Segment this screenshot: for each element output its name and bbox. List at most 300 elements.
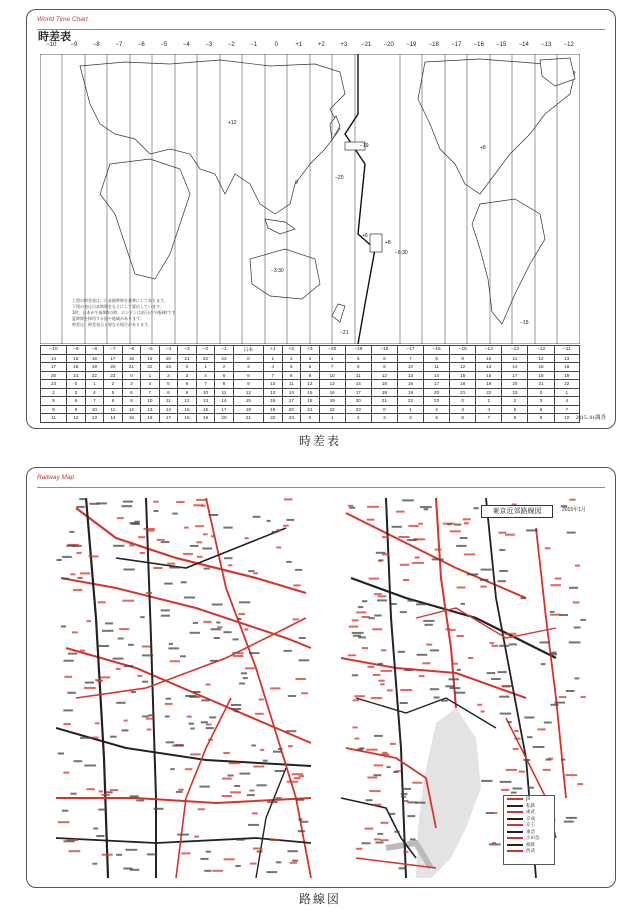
table-cell: 13 bbox=[319, 380, 345, 389]
station-label-mark bbox=[232, 652, 239, 654]
station-label-mark bbox=[559, 696, 566, 698]
table-cell: 9 bbox=[122, 397, 141, 406]
station-label-mark bbox=[500, 713, 511, 715]
table-cell: 23 bbox=[424, 397, 450, 406]
table-cell: 13 bbox=[196, 397, 215, 406]
station-label-mark bbox=[474, 507, 479, 509]
station-label-mark bbox=[142, 654, 153, 656]
station-label-mark bbox=[506, 769, 517, 771]
table-cell: 6 bbox=[122, 388, 141, 397]
station-label-mark bbox=[550, 611, 555, 613]
table-cell: 15 bbox=[178, 405, 197, 414]
station-label-mark bbox=[237, 618, 241, 620]
station-label-mark bbox=[528, 787, 535, 789]
tz-label: −1 bbox=[250, 42, 258, 48]
station-label-mark bbox=[76, 506, 84, 508]
station-label-mark bbox=[403, 800, 408, 802]
station-label-mark bbox=[301, 821, 308, 823]
station-label-mark bbox=[69, 850, 81, 852]
table-cell: 7 bbox=[319, 363, 345, 372]
station-label-mark bbox=[499, 570, 508, 572]
station-label-mark bbox=[222, 778, 232, 780]
station-label-mark bbox=[293, 584, 300, 586]
table-cell: 17 bbox=[345, 388, 371, 397]
station-label-mark bbox=[573, 602, 580, 604]
station-label-mark bbox=[353, 699, 359, 701]
legend-line-swatch bbox=[507, 837, 523, 839]
map-offset-label: −15 bbox=[520, 320, 529, 326]
table-cell: 23 bbox=[502, 388, 528, 397]
caption-railway-map: 路線図 bbox=[298, 892, 341, 906]
table-cell: 9 bbox=[528, 414, 554, 423]
station-label-mark bbox=[147, 729, 152, 731]
station-label-mark bbox=[480, 579, 489, 581]
station-label-mark bbox=[400, 689, 412, 691]
station-label-mark bbox=[123, 569, 134, 571]
table-cell: 3 bbox=[67, 388, 86, 397]
panel-header-world: World Time Chart bbox=[37, 16, 88, 23]
legend-line-swatch bbox=[507, 831, 523, 833]
tz-label: −4 bbox=[182, 42, 190, 48]
station-label-mark bbox=[146, 718, 154, 720]
station-label-mark bbox=[170, 768, 175, 770]
table-cell: 8 bbox=[502, 414, 528, 423]
table-cell: 12 bbox=[450, 363, 476, 372]
table-cell: 11 bbox=[424, 363, 450, 372]
table-cell: 20 bbox=[159, 354, 178, 363]
station-label-mark bbox=[142, 715, 149, 717]
station-label-mark bbox=[286, 730, 296, 732]
station-label-mark bbox=[92, 737, 98, 739]
station-label-mark bbox=[449, 678, 460, 680]
table-cell: +1 bbox=[264, 346, 283, 355]
station-label-mark bbox=[575, 565, 580, 567]
table-cell: 12 bbox=[122, 405, 141, 414]
station-label-mark bbox=[372, 628, 382, 630]
station-label-mark bbox=[381, 670, 392, 672]
table-cell: 4 bbox=[85, 388, 104, 397]
table-cell: 22 bbox=[85, 371, 104, 380]
station-label-mark bbox=[389, 813, 395, 815]
station-label-mark bbox=[550, 704, 558, 706]
station-label-mark bbox=[390, 743, 396, 745]
table-cell: 21 bbox=[528, 380, 554, 389]
map-offset-label: −3:30 bbox=[271, 268, 284, 274]
station-label-mark bbox=[247, 794, 255, 796]
station-label-mark bbox=[569, 641, 581, 643]
station-label-mark bbox=[253, 516, 261, 518]
station-label-mark bbox=[252, 812, 258, 814]
station-label-mark bbox=[380, 683, 384, 685]
table-cell: −14 bbox=[476, 346, 502, 355]
legend-label: 西武 bbox=[526, 849, 535, 855]
table-cell: −19 bbox=[345, 346, 371, 355]
station-label-mark bbox=[72, 631, 78, 633]
station-label-mark bbox=[233, 655, 244, 657]
station-label-mark bbox=[223, 752, 230, 754]
tz-label: −13 bbox=[541, 42, 552, 48]
station-label-mark bbox=[89, 555, 99, 557]
table-cell: 16 bbox=[85, 354, 104, 363]
station-label-mark bbox=[248, 570, 254, 572]
station-label-mark bbox=[185, 695, 197, 697]
map-offset-label: +12 bbox=[228, 120, 237, 126]
station-label-mark bbox=[401, 793, 408, 795]
table-cell: 19 bbox=[85, 363, 104, 372]
station-label-mark bbox=[122, 600, 134, 602]
table-cell: −9 bbox=[67, 346, 86, 355]
station-label-mark bbox=[245, 667, 255, 669]
station-label-mark bbox=[380, 754, 390, 756]
table-cell: 9 bbox=[450, 354, 476, 363]
table-cell: 13 bbox=[397, 371, 423, 380]
station-label-mark bbox=[374, 735, 383, 737]
table-cell: 15 bbox=[122, 414, 141, 423]
station-label-mark bbox=[122, 729, 129, 731]
station-label-mark bbox=[394, 831, 399, 833]
station-label-mark bbox=[137, 675, 142, 677]
station-label-mark bbox=[99, 790, 104, 792]
station-label-mark bbox=[93, 828, 98, 830]
table-cell: 12 bbox=[233, 388, 263, 397]
station-label-mark bbox=[401, 796, 406, 798]
station-label-mark bbox=[414, 538, 425, 540]
station-label-mark bbox=[255, 713, 264, 715]
station-label-mark bbox=[128, 644, 134, 646]
table-cell: 8 bbox=[345, 363, 371, 372]
station-label-mark bbox=[204, 568, 210, 570]
station-label-mark bbox=[417, 654, 428, 656]
station-label-mark bbox=[454, 692, 465, 694]
station-label-mark bbox=[382, 536, 389, 538]
table-cell: 17 bbox=[215, 405, 234, 414]
station-label-mark bbox=[540, 641, 550, 643]
station-label-mark bbox=[210, 660, 218, 662]
station-label-mark bbox=[407, 669, 413, 671]
station-label-mark bbox=[430, 688, 439, 690]
panel-header-railway: Railway Map bbox=[37, 474, 75, 481]
station-label-mark bbox=[164, 583, 173, 585]
tz-label: −3 bbox=[205, 42, 213, 48]
station-label-mark bbox=[464, 522, 469, 524]
station-label-mark bbox=[161, 615, 170, 617]
station-label-mark bbox=[296, 678, 306, 680]
legend-label: 東急 bbox=[526, 829, 535, 835]
table-cell: 3 bbox=[233, 363, 263, 372]
station-label-mark bbox=[161, 609, 170, 611]
table-cell: 2 bbox=[104, 380, 123, 389]
table-row bbox=[41, 363, 580, 372]
table-cell: 10 bbox=[85, 405, 104, 414]
station-label-mark bbox=[464, 553, 475, 555]
station-label-mark bbox=[153, 567, 162, 569]
station-label-mark bbox=[199, 786, 210, 788]
station-label-mark bbox=[353, 635, 361, 637]
station-label-mark bbox=[98, 809, 107, 811]
tz-label: −12 bbox=[563, 42, 574, 48]
table-cell: 9 bbox=[178, 388, 197, 397]
table-cell: 18 bbox=[450, 380, 476, 389]
table-cell: 0 bbox=[528, 388, 554, 397]
station-label-mark bbox=[238, 613, 245, 615]
station-label-mark bbox=[377, 599, 387, 601]
station-label-mark bbox=[373, 674, 381, 676]
station-label-mark bbox=[292, 860, 298, 862]
station-label-mark bbox=[113, 545, 124, 547]
station-label-mark bbox=[348, 505, 354, 507]
station-label-mark bbox=[201, 721, 208, 723]
station-label-mark bbox=[426, 644, 432, 646]
table-cell: 14 bbox=[41, 354, 67, 363]
station-label-mark bbox=[400, 611, 407, 613]
time-difference-table bbox=[40, 345, 580, 423]
station-label-mark bbox=[422, 662, 430, 664]
station-label-mark bbox=[56, 559, 61, 561]
station-label-mark bbox=[241, 672, 247, 674]
table-cell: 11 bbox=[159, 397, 178, 406]
station-label-mark bbox=[407, 815, 415, 817]
map-offset-label: +8 bbox=[480, 145, 486, 151]
tz-label: +1 bbox=[295, 42, 303, 48]
station-label-mark bbox=[378, 680, 384, 682]
station-label-mark bbox=[185, 768, 192, 770]
station-label-mark bbox=[544, 722, 552, 724]
station-label-mark bbox=[489, 843, 501, 845]
station-label-mark bbox=[92, 863, 97, 865]
note-line: 下図の表は日本時間をもとにして算出しています。 bbox=[72, 304, 164, 309]
station-label-mark bbox=[267, 520, 271, 522]
table-cell: 0 bbox=[450, 397, 476, 406]
station-label-mark bbox=[513, 788, 523, 790]
table-cell: 3 bbox=[122, 380, 141, 389]
station-label-mark bbox=[275, 797, 281, 799]
station-label-mark bbox=[96, 835, 104, 837]
station-label-mark bbox=[142, 646, 151, 648]
station-label-mark bbox=[276, 547, 281, 549]
station-label-mark bbox=[356, 848, 363, 850]
table-cell: 22 bbox=[141, 363, 160, 372]
table-cell: 11 bbox=[502, 354, 528, 363]
station-label-mark bbox=[196, 499, 208, 501]
table-cell: 0 bbox=[301, 414, 320, 423]
station-label-mark bbox=[231, 708, 241, 710]
station-label-mark bbox=[419, 675, 425, 677]
table-cell: 19 bbox=[141, 354, 160, 363]
table-cell: 20 bbox=[424, 388, 450, 397]
table-cell: 6 bbox=[371, 354, 397, 363]
table-cell: 0 bbox=[233, 354, 263, 363]
station-label-mark bbox=[373, 804, 381, 806]
table-cell: −7 bbox=[104, 346, 123, 355]
station-label-mark bbox=[523, 759, 530, 761]
station-label-mark bbox=[63, 709, 73, 711]
table-cell: 10 bbox=[141, 397, 160, 406]
station-label-mark bbox=[63, 772, 69, 774]
table-cell: 5 bbox=[104, 388, 123, 397]
station-label-mark bbox=[400, 564, 409, 566]
table-cell: 15 bbox=[67, 354, 86, 363]
table-cell: 20 bbox=[104, 363, 123, 372]
station-label-mark bbox=[353, 726, 358, 728]
station-label-mark bbox=[498, 580, 506, 582]
station-label-mark bbox=[349, 507, 355, 509]
station-label-mark bbox=[84, 687, 96, 689]
station-label-mark bbox=[548, 758, 553, 760]
table-cell: 3 bbox=[528, 397, 554, 406]
station-label-mark bbox=[402, 499, 414, 501]
table-cell: 19 bbox=[196, 414, 215, 423]
station-label-mark bbox=[201, 699, 209, 701]
station-label-mark bbox=[505, 633, 517, 635]
station-label-mark bbox=[493, 812, 498, 814]
station-label-mark bbox=[499, 696, 509, 698]
station-label-mark bbox=[457, 635, 464, 637]
station-label-mark bbox=[505, 534, 515, 536]
station-label-mark bbox=[123, 501, 133, 503]
station-label-mark bbox=[229, 762, 241, 764]
station-label-mark bbox=[202, 548, 212, 550]
timezone-offset-bar bbox=[40, 42, 580, 54]
station-label-mark bbox=[362, 647, 368, 649]
table-cell: −5 bbox=[141, 346, 160, 355]
legend-label: 東武 bbox=[526, 810, 535, 816]
table-cell: 1 bbox=[196, 363, 215, 372]
station-label-mark bbox=[358, 606, 364, 608]
station-label-mark bbox=[86, 788, 95, 790]
station-label-mark bbox=[301, 692, 308, 694]
table-cell: 17 bbox=[424, 380, 450, 389]
table-cell: −3 bbox=[178, 346, 197, 355]
station-label-mark bbox=[73, 589, 82, 591]
station-label-mark bbox=[250, 863, 257, 865]
table-cell: 18 bbox=[371, 388, 397, 397]
station-label-mark bbox=[284, 498, 293, 500]
table-cell: 21 bbox=[178, 354, 197, 363]
station-label-mark bbox=[352, 632, 364, 634]
table-cell: 13 bbox=[141, 405, 160, 414]
station-label-mark bbox=[423, 620, 434, 622]
table-cell: 8 bbox=[282, 371, 301, 380]
table-cell: −11 bbox=[554, 346, 579, 355]
station-label-mark bbox=[165, 703, 173, 705]
table-cell: 12 bbox=[301, 380, 320, 389]
table-cell: 19 bbox=[554, 371, 579, 380]
station-label-mark bbox=[537, 728, 545, 730]
table-cell: 0 bbox=[67, 380, 86, 389]
station-label-mark bbox=[62, 810, 69, 812]
station-label-mark bbox=[392, 526, 402, 528]
table-cell: 9 bbox=[371, 363, 397, 372]
station-label-mark bbox=[193, 691, 200, 693]
station-label-mark bbox=[430, 649, 439, 651]
table-cell: 18 bbox=[528, 371, 554, 380]
table-cell: 16 bbox=[476, 371, 502, 380]
table-cell: 11 bbox=[215, 388, 234, 397]
station-label-mark bbox=[194, 836, 199, 838]
legend-item bbox=[504, 848, 554, 855]
table-cell: −16 bbox=[424, 346, 450, 355]
station-label-mark bbox=[116, 702, 125, 704]
table-cell: 18 bbox=[233, 405, 263, 414]
station-label-mark bbox=[256, 784, 266, 786]
legend-line-swatch bbox=[507, 798, 523, 800]
station-label-mark bbox=[76, 552, 81, 554]
table-cell: 15 bbox=[528, 363, 554, 372]
table-cell: 15 bbox=[233, 397, 263, 406]
station-label-mark bbox=[276, 861, 281, 863]
table-cell: 6 bbox=[67, 397, 86, 406]
station-label-mark bbox=[181, 581, 187, 583]
table-cell: 12 bbox=[528, 354, 554, 363]
table-cell: 7 bbox=[196, 380, 215, 389]
station-label-mark bbox=[211, 628, 221, 630]
station-label-mark bbox=[190, 545, 199, 547]
map-offset-label: −20 bbox=[335, 175, 344, 181]
table-cell: 2 bbox=[215, 363, 234, 372]
station-label-mark bbox=[239, 773, 250, 775]
station-label-mark bbox=[551, 652, 556, 654]
station-label-mark bbox=[249, 652, 259, 654]
station-label-mark bbox=[154, 510, 159, 512]
table-cell: 22 bbox=[319, 405, 345, 414]
table-cell: 8 bbox=[104, 397, 123, 406]
table-cell: 12 bbox=[67, 414, 86, 423]
caption-time-chart: 時差表 bbox=[298, 434, 341, 448]
table-cell: 13 bbox=[264, 388, 283, 397]
station-label-mark bbox=[511, 792, 517, 794]
table-cell: 8 bbox=[41, 405, 67, 414]
tz-label: −17 bbox=[451, 42, 462, 48]
table-cell: 23 bbox=[159, 363, 178, 372]
legend-label: 京王 bbox=[526, 823, 535, 829]
station-label-mark bbox=[78, 577, 83, 579]
table-cell: 21 bbox=[233, 414, 263, 423]
station-label-mark bbox=[157, 539, 165, 541]
station-label-mark bbox=[555, 578, 562, 580]
table-cell: −4 bbox=[159, 346, 178, 355]
table-cell: 8 bbox=[215, 380, 234, 389]
station-label-mark bbox=[214, 637, 220, 639]
time-chart-notes bbox=[72, 298, 212, 328]
station-label-mark bbox=[566, 690, 575, 692]
station-label-mark bbox=[61, 626, 66, 628]
station-label-mark bbox=[402, 788, 411, 790]
station-label-mark bbox=[481, 780, 492, 782]
station-label-mark bbox=[365, 828, 374, 830]
station-label-mark bbox=[515, 738, 521, 740]
station-label-mark bbox=[352, 619, 359, 621]
station-label-mark bbox=[267, 801, 277, 803]
station-label-mark bbox=[367, 519, 375, 521]
table-cell: 3 bbox=[450, 405, 476, 414]
station-label-mark bbox=[521, 597, 527, 599]
table-cell: 2 bbox=[159, 371, 178, 380]
table-cell: 7 bbox=[476, 414, 502, 423]
table-row bbox=[41, 371, 580, 380]
station-label-mark bbox=[224, 557, 233, 559]
station-label-mark bbox=[408, 525, 418, 527]
station-label-mark bbox=[216, 622, 220, 624]
table-cell: 3 bbox=[371, 414, 397, 423]
table-cell: 9 bbox=[233, 380, 263, 389]
station-label-mark bbox=[165, 716, 170, 718]
station-label-mark bbox=[352, 674, 358, 676]
table-cell: 11 bbox=[345, 371, 371, 380]
station-label-mark bbox=[222, 795, 232, 797]
station-label-mark bbox=[231, 704, 241, 706]
station-label-mark bbox=[456, 545, 466, 547]
station-label-mark bbox=[180, 655, 186, 657]
